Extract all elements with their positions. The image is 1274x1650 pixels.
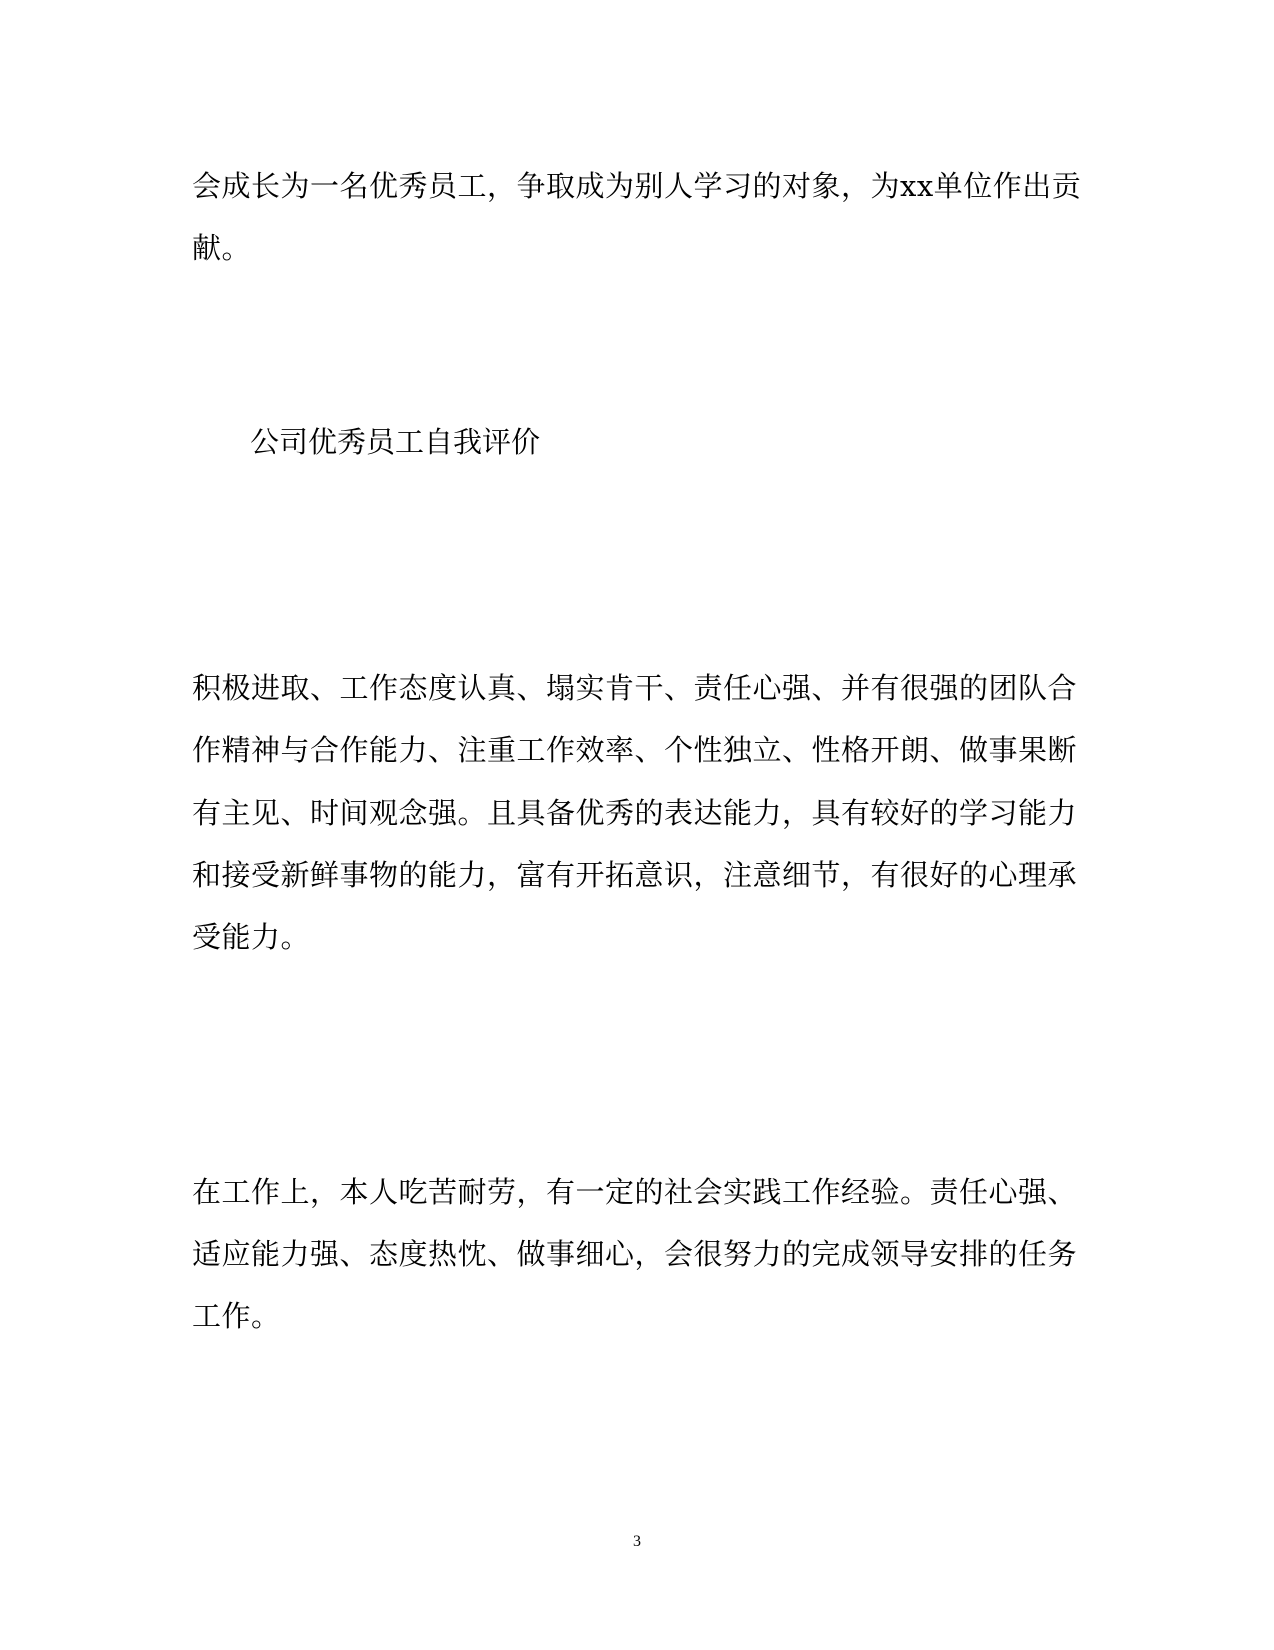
text-line: 会成长为一名优秀员工，争取成为别人学习的对象，为xx单位作出贡 bbox=[192, 169, 1082, 203]
text-line: 适应能力强、态度热忱、做事细心，会很努力的完成领导安排的任务 bbox=[192, 1237, 1078, 1271]
text-line: 有主见、时间观念强。且具备优秀的表达能力，具有较好的学习能力 bbox=[192, 796, 1078, 830]
text-line: 积极进取、工作态度认真、塌实肯干、责任心强、并有很强的团队合 bbox=[192, 671, 1078, 705]
text-line: 和接受新鲜事物的能力，富有开拓意识，注意细节，有很好的心理承 bbox=[192, 858, 1078, 892]
page-number: 3 bbox=[633, 1533, 641, 1550]
text-line: 受能力。 bbox=[192, 920, 311, 954]
section-title: 公司优秀员工自我评价 bbox=[250, 425, 541, 459]
text-line: 作精神与合作能力、注重工作效率、个性独立、性格开朗、做事果断 bbox=[192, 733, 1078, 767]
text-line: 工作。 bbox=[192, 1299, 281, 1333]
text-line: 在工作上，本人吃苦耐劳，有一定的社会实践工作经验。责任心强、 bbox=[192, 1175, 1078, 1209]
text-line: 献。 bbox=[192, 231, 252, 265]
